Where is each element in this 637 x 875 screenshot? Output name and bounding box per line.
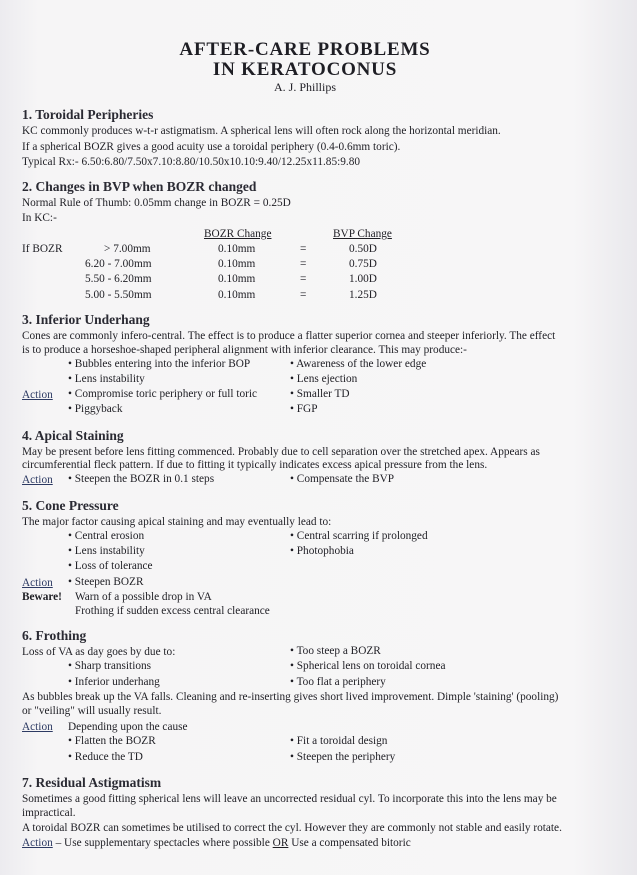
bvp-table-header-bvp: BVP Change — [333, 228, 392, 240]
table-cell-range: 5.00 - 5.50mm — [85, 289, 152, 301]
bvp-table-row-label: If BOZR — [22, 243, 63, 255]
table-cell-equals: = — [300, 258, 307, 270]
beware-text-1: Warn of a possible drop in VA — [75, 591, 212, 603]
section-7-action-line — [22, 836, 411, 851]
table-cell-bozr: 0.10mm — [218, 258, 256, 270]
table-cell-bvp: 0.75D — [349, 258, 377, 270]
author: A. J. Phillips — [273, 80, 336, 94]
table-cell-equals: = — [300, 289, 307, 301]
list-item: • Piggyback — [68, 403, 123, 415]
list-item: • Lens instability — [68, 545, 145, 557]
list-item: • Bubbles entering into the inferior BOP — [68, 358, 251, 370]
table-cell-bvp: 1.25D — [349, 289, 377, 301]
section-1-text-1: KC commonly produces w-t-r astigmatism. A spherical lens will often rock along the horizontal meridian. — [22, 125, 501, 137]
list-item: • Compensate the BVP — [290, 473, 395, 485]
bvp-table-header-bozr: BOZR Change — [204, 228, 272, 240]
beware-label: Beware! — [22, 591, 62, 603]
table-cell-bvp: 0.50D — [349, 243, 377, 255]
table-cell-bozr: 0.10mm — [218, 289, 256, 301]
section-6-text-3: or "veiling" will usually result. — [22, 705, 162, 717]
section-6-action-text: Depending upon the cause — [68, 721, 188, 733]
section-1-text-2: If a spherical BOZR gives a good acuity use a toroidal periphery (0.4-0.6mm toric). — [22, 141, 401, 153]
list-item: • Central scarring if prolonged — [290, 530, 428, 542]
list-item: • Reduce the TD — [68, 751, 143, 763]
list-item: • Too steep a BOZR — [290, 645, 381, 657]
table-cell-range: 5.50 - 6.20mm — [85, 273, 152, 285]
section-6-heading: 6. Frothing — [22, 628, 87, 643]
section-4-heading: 4. Apical Staining — [22, 428, 124, 443]
action-label: Action — [22, 577, 53, 589]
list-item: • Lens ejection — [290, 373, 358, 385]
action-label: Action — [22, 721, 53, 733]
action-label: Action — [22, 837, 53, 849]
section-7-action-text-end: Use a compensated bitoric — [288, 837, 411, 849]
section-2-heading: 2. Changes in BVP when BOZR changed — [22, 179, 257, 194]
table-cell-bvp: 1.00D — [349, 273, 377, 285]
section-7-text-2: impractical. — [22, 807, 76, 819]
list-item: • Too flat a periphery — [290, 676, 386, 688]
section-4-text-1: May be present before lens fitting commenced. Probably due to cell separation over the stretched apex. Appears as — [22, 446, 540, 458]
list-item: • Steepen the BOZR in 0.1 steps — [68, 473, 215, 485]
table-cell-range: 6.20 - 7.00mm — [85, 258, 152, 270]
list-item: • Smaller TD — [290, 388, 350, 400]
section-2-text-2: In KC:- — [22, 212, 57, 224]
section-3-text-2: is to produce a horseshoe-shaped peripheral alignment with inferior clearance. This may produce:- — [22, 344, 467, 356]
list-item: • Flatten the BOZR — [68, 735, 156, 747]
list-item: • Lens instability — [68, 373, 145, 385]
list-item: • Spherical lens on toroidal cornea — [290, 660, 446, 672]
section-7-text-3: A toroidal BOZR can sometimes be utilised to correct the cyl. However they are commonly not stable and easily rotate. — [22, 822, 562, 834]
list-item: • Loss of tolerance — [68, 560, 153, 572]
section-7-heading: 7. Residual Astigmatism — [22, 775, 162, 790]
table-cell-range: > 7.00mm — [104, 243, 151, 255]
action-label: Action — [22, 389, 53, 401]
list-item: • Compromise toric periphery or full toric — [68, 388, 258, 400]
section-1-text-3: Typical Rx:- 6.50:6.80/7.50x7.10:8.80/10.50x10.10:9.40/12.25x11.85:9.80 — [22, 156, 361, 168]
table-cell-equals: = — [300, 273, 307, 285]
list-item: • Photophobia — [290, 545, 354, 557]
title-line-1: AFTER-CARE PROBLEMS — [179, 39, 431, 60]
list-item: • FGP — [290, 403, 318, 415]
list-item: • Fit a toroidal design — [290, 735, 388, 747]
section-5-heading: 5. Cone Pressure — [22, 498, 119, 513]
section-1-heading: 1. Toroidal Peripheries — [22, 107, 154, 122]
section-7-text-1: Sometimes a good fitting spherical lens will leave an uncorrected residual cyl. To incorporate this into the lens may be — [22, 793, 557, 805]
section-7-action-text: – Use supplementary spectacles where possible — [52, 837, 273, 849]
title-line-2: IN KERATOCONUS — [212, 59, 398, 80]
action-label: Action — [22, 474, 53, 486]
section-6-text-2: As bubbles break up the VA falls. Cleaning and re-inserting gives short lived improvement. Dimple 'staining' (pooling) — [22, 691, 559, 703]
table-cell-bozr: 0.10mm — [218, 243, 256, 255]
table-cell-equals: = — [300, 243, 307, 255]
section-5-text-1: The major factor causing apical staining and may eventually lead to: — [22, 516, 332, 528]
section-3-text-1: Cones are commonly infero-central. The effect is to produce a flatter superior cornea and steeper inferiorly. The effect — [22, 330, 556, 342]
list-item: • Inferior underhang — [68, 676, 160, 688]
section-4-text-2: circumferential fleck pattern. If due to fitting it typically indicates excess apical pressure from the lens. — [22, 459, 488, 471]
section-6-text-1: Loss of VA as day goes by due to: — [22, 646, 176, 658]
beware-text-2: Frothing if sudden excess central clearance — [75, 605, 270, 617]
list-item: • Awareness of the lower edge — [290, 358, 427, 370]
list-item: • Central erosion — [68, 530, 145, 542]
section-3-heading: 3. Inferior Underhang — [22, 312, 150, 327]
list-item: • Steepen the periphery — [290, 751, 396, 763]
or-emphasis: OR — [272, 837, 289, 849]
list-item: • Steepen BOZR — [68, 576, 144, 588]
section-2-text-1: Normal Rule of Thumb: 0.05mm change in BOZR = 0.25D — [22, 197, 291, 209]
list-item: • Sharp transitions — [68, 660, 152, 672]
table-cell-bozr: 0.10mm — [218, 273, 256, 285]
